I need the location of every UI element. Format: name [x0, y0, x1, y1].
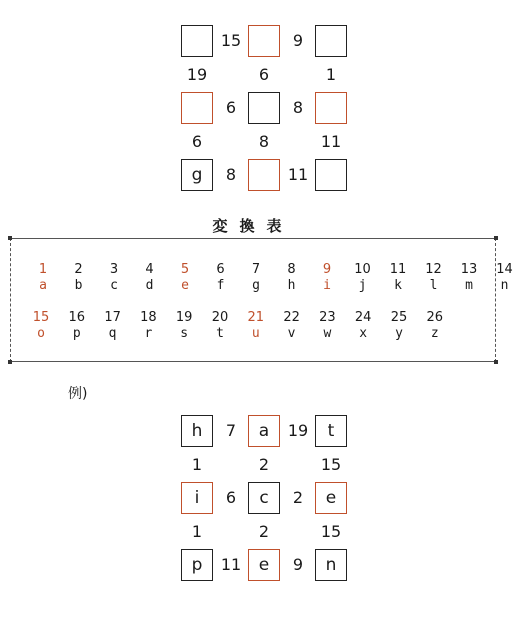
edge-number: 7	[225, 421, 237, 440]
table-letter: m	[465, 278, 473, 293]
table-letter: c	[110, 278, 118, 293]
table-letter: e	[181, 278, 189, 293]
table-cell-k	[384, 262, 412, 294]
edge-number: 2	[258, 522, 270, 541]
table-cell-r	[134, 310, 162, 342]
table-letter: l	[429, 278, 438, 293]
table-cell-c	[100, 262, 128, 294]
table-number: 8	[287, 262, 296, 277]
table-letter: g	[252, 278, 260, 293]
frame-corner	[8, 236, 12, 240]
edge-number: 2	[292, 488, 304, 507]
grid-box-r3c1[interactable]: g	[181, 159, 213, 191]
edge-number: 19	[287, 421, 309, 440]
table-cell-t	[206, 310, 234, 342]
grid-box-r1c3[interactable]	[315, 25, 347, 57]
table-number: 11	[389, 262, 407, 277]
edge-number: 2	[258, 455, 270, 474]
table-letter: s	[180, 326, 189, 341]
example-label: 例)	[68, 386, 88, 402]
table-letter: k	[394, 278, 402, 293]
grid-box-r3c2[interactable]: e	[248, 549, 280, 581]
table-cell-h	[278, 262, 306, 294]
grid-box-r3c2[interactable]	[248, 159, 280, 191]
table-cell-j	[349, 262, 377, 294]
grid-box-r2c3[interactable]	[315, 92, 347, 124]
table-letter: d	[145, 278, 154, 293]
table-cell-v	[278, 310, 306, 342]
conversion-table-title: 変換表	[212, 217, 294, 235]
table-cell-s	[170, 310, 198, 342]
table-letter: p	[72, 326, 81, 341]
frame-corner	[494, 236, 498, 240]
table-number: 22	[283, 310, 300, 325]
grid-box-r2c2[interactable]	[248, 92, 280, 124]
table-cell-g	[242, 262, 270, 294]
edge-number: 11	[320, 132, 342, 151]
grid-box-r1c1[interactable]: h	[181, 415, 213, 447]
grid-box-r3c3[interactable]	[315, 159, 347, 191]
table-number: 16	[68, 310, 86, 325]
table-number: 15	[32, 310, 50, 325]
table-letter: z	[430, 326, 439, 341]
table-letter: y	[395, 326, 403, 341]
table-letter: v	[287, 326, 296, 341]
grid-box-r2c3[interactable]: e	[315, 482, 347, 514]
table-letter: h	[287, 278, 296, 293]
edge-number: 15	[320, 455, 342, 474]
table-number: 21	[247, 310, 265, 325]
table-letter: w	[323, 326, 332, 341]
table-letter: r	[144, 326, 153, 341]
table-cell-a	[29, 262, 57, 294]
edge-number: 6	[225, 488, 237, 507]
edge-number: 1	[191, 455, 203, 474]
grid-box-r1c1[interactable]	[181, 25, 213, 57]
table-letter: x	[359, 326, 368, 341]
grid-box-r3c3[interactable]: n	[315, 549, 347, 581]
table-letter: o	[37, 326, 45, 341]
table-number: 12	[425, 262, 442, 277]
conversion-table-frame	[10, 238, 496, 362]
edge-number: 1	[325, 65, 337, 84]
grid-box-r2c1[interactable]: i	[181, 482, 213, 514]
table-letter: a	[39, 278, 47, 293]
table-number: 5	[180, 262, 190, 277]
table-cell-l	[420, 262, 448, 294]
edge-number: 1	[191, 522, 203, 541]
edge-number: 15	[320, 522, 342, 541]
table-number: 18	[140, 310, 157, 325]
grid-box-r1c2[interactable]: a	[248, 415, 280, 447]
table-cell-e	[171, 262, 199, 294]
table-number: 13	[460, 262, 478, 277]
grid-box-r3c1[interactable]: p	[181, 549, 213, 581]
table-number: 4	[145, 262, 154, 277]
table-cell-b	[65, 262, 93, 294]
edge-number: 6	[191, 132, 203, 151]
edge-number: 19	[186, 65, 208, 84]
table-number: 17	[104, 310, 121, 325]
edge-number: 6	[225, 98, 237, 117]
frame-corner	[494, 360, 498, 364]
table-number: 7	[251, 262, 261, 277]
table-number: 1	[38, 262, 48, 277]
table-cell-x	[349, 310, 377, 342]
table-number: 9	[322, 262, 332, 277]
table-number: 3	[109, 262, 119, 277]
table-letter: b	[74, 278, 83, 293]
table-number: 20	[211, 310, 229, 325]
table-number: 10	[354, 262, 371, 277]
edge-number: 8	[258, 132, 270, 151]
table-cell-i	[313, 262, 341, 294]
grid-box-r2c2[interactable]: c	[248, 482, 280, 514]
edge-number: 6	[258, 65, 270, 84]
grid-box-r1c2[interactable]	[248, 25, 280, 57]
table-number: 24	[354, 310, 372, 325]
table-cell-y	[385, 310, 413, 342]
edge-number: 9	[292, 555, 304, 574]
grid-box-r1c3[interactable]: t	[315, 415, 347, 447]
frame-corner	[8, 360, 12, 364]
table-letter: q	[108, 326, 117, 341]
edge-number: 15	[220, 31, 242, 50]
edge-number: 8	[225, 165, 237, 184]
table-letter: j	[358, 278, 367, 293]
edge-number: 8	[292, 98, 304, 117]
edge-number: 11	[287, 165, 309, 184]
table-letter: i	[323, 278, 331, 293]
table-cell-p	[63, 310, 91, 342]
table-letter: t	[216, 326, 224, 341]
grid-box-r2c1[interactable]	[181, 92, 213, 124]
table-cell-n	[491, 262, 519, 294]
table-cell-q	[99, 310, 127, 342]
table-number: 2	[74, 262, 83, 277]
table-number: 14	[496, 262, 513, 277]
table-cell-d	[136, 262, 164, 294]
table-letter: u	[251, 326, 260, 341]
table-cell-f	[207, 262, 235, 294]
table-cell-m	[455, 262, 483, 294]
table-number: 19	[175, 310, 193, 325]
edge-number: 11	[220, 555, 242, 574]
table-cell-u	[242, 310, 270, 342]
table-cell-w	[313, 310, 341, 342]
table-number: 25	[390, 310, 408, 325]
table-number: 23	[319, 310, 336, 325]
table-letter: f	[216, 278, 225, 293]
table-cell-z	[421, 310, 449, 342]
edge-number: 9	[292, 31, 304, 50]
table-number: 6	[216, 262, 225, 277]
table-number: 26	[426, 310, 444, 325]
table-letter: n	[500, 278, 509, 293]
table-cell-o	[27, 310, 55, 342]
